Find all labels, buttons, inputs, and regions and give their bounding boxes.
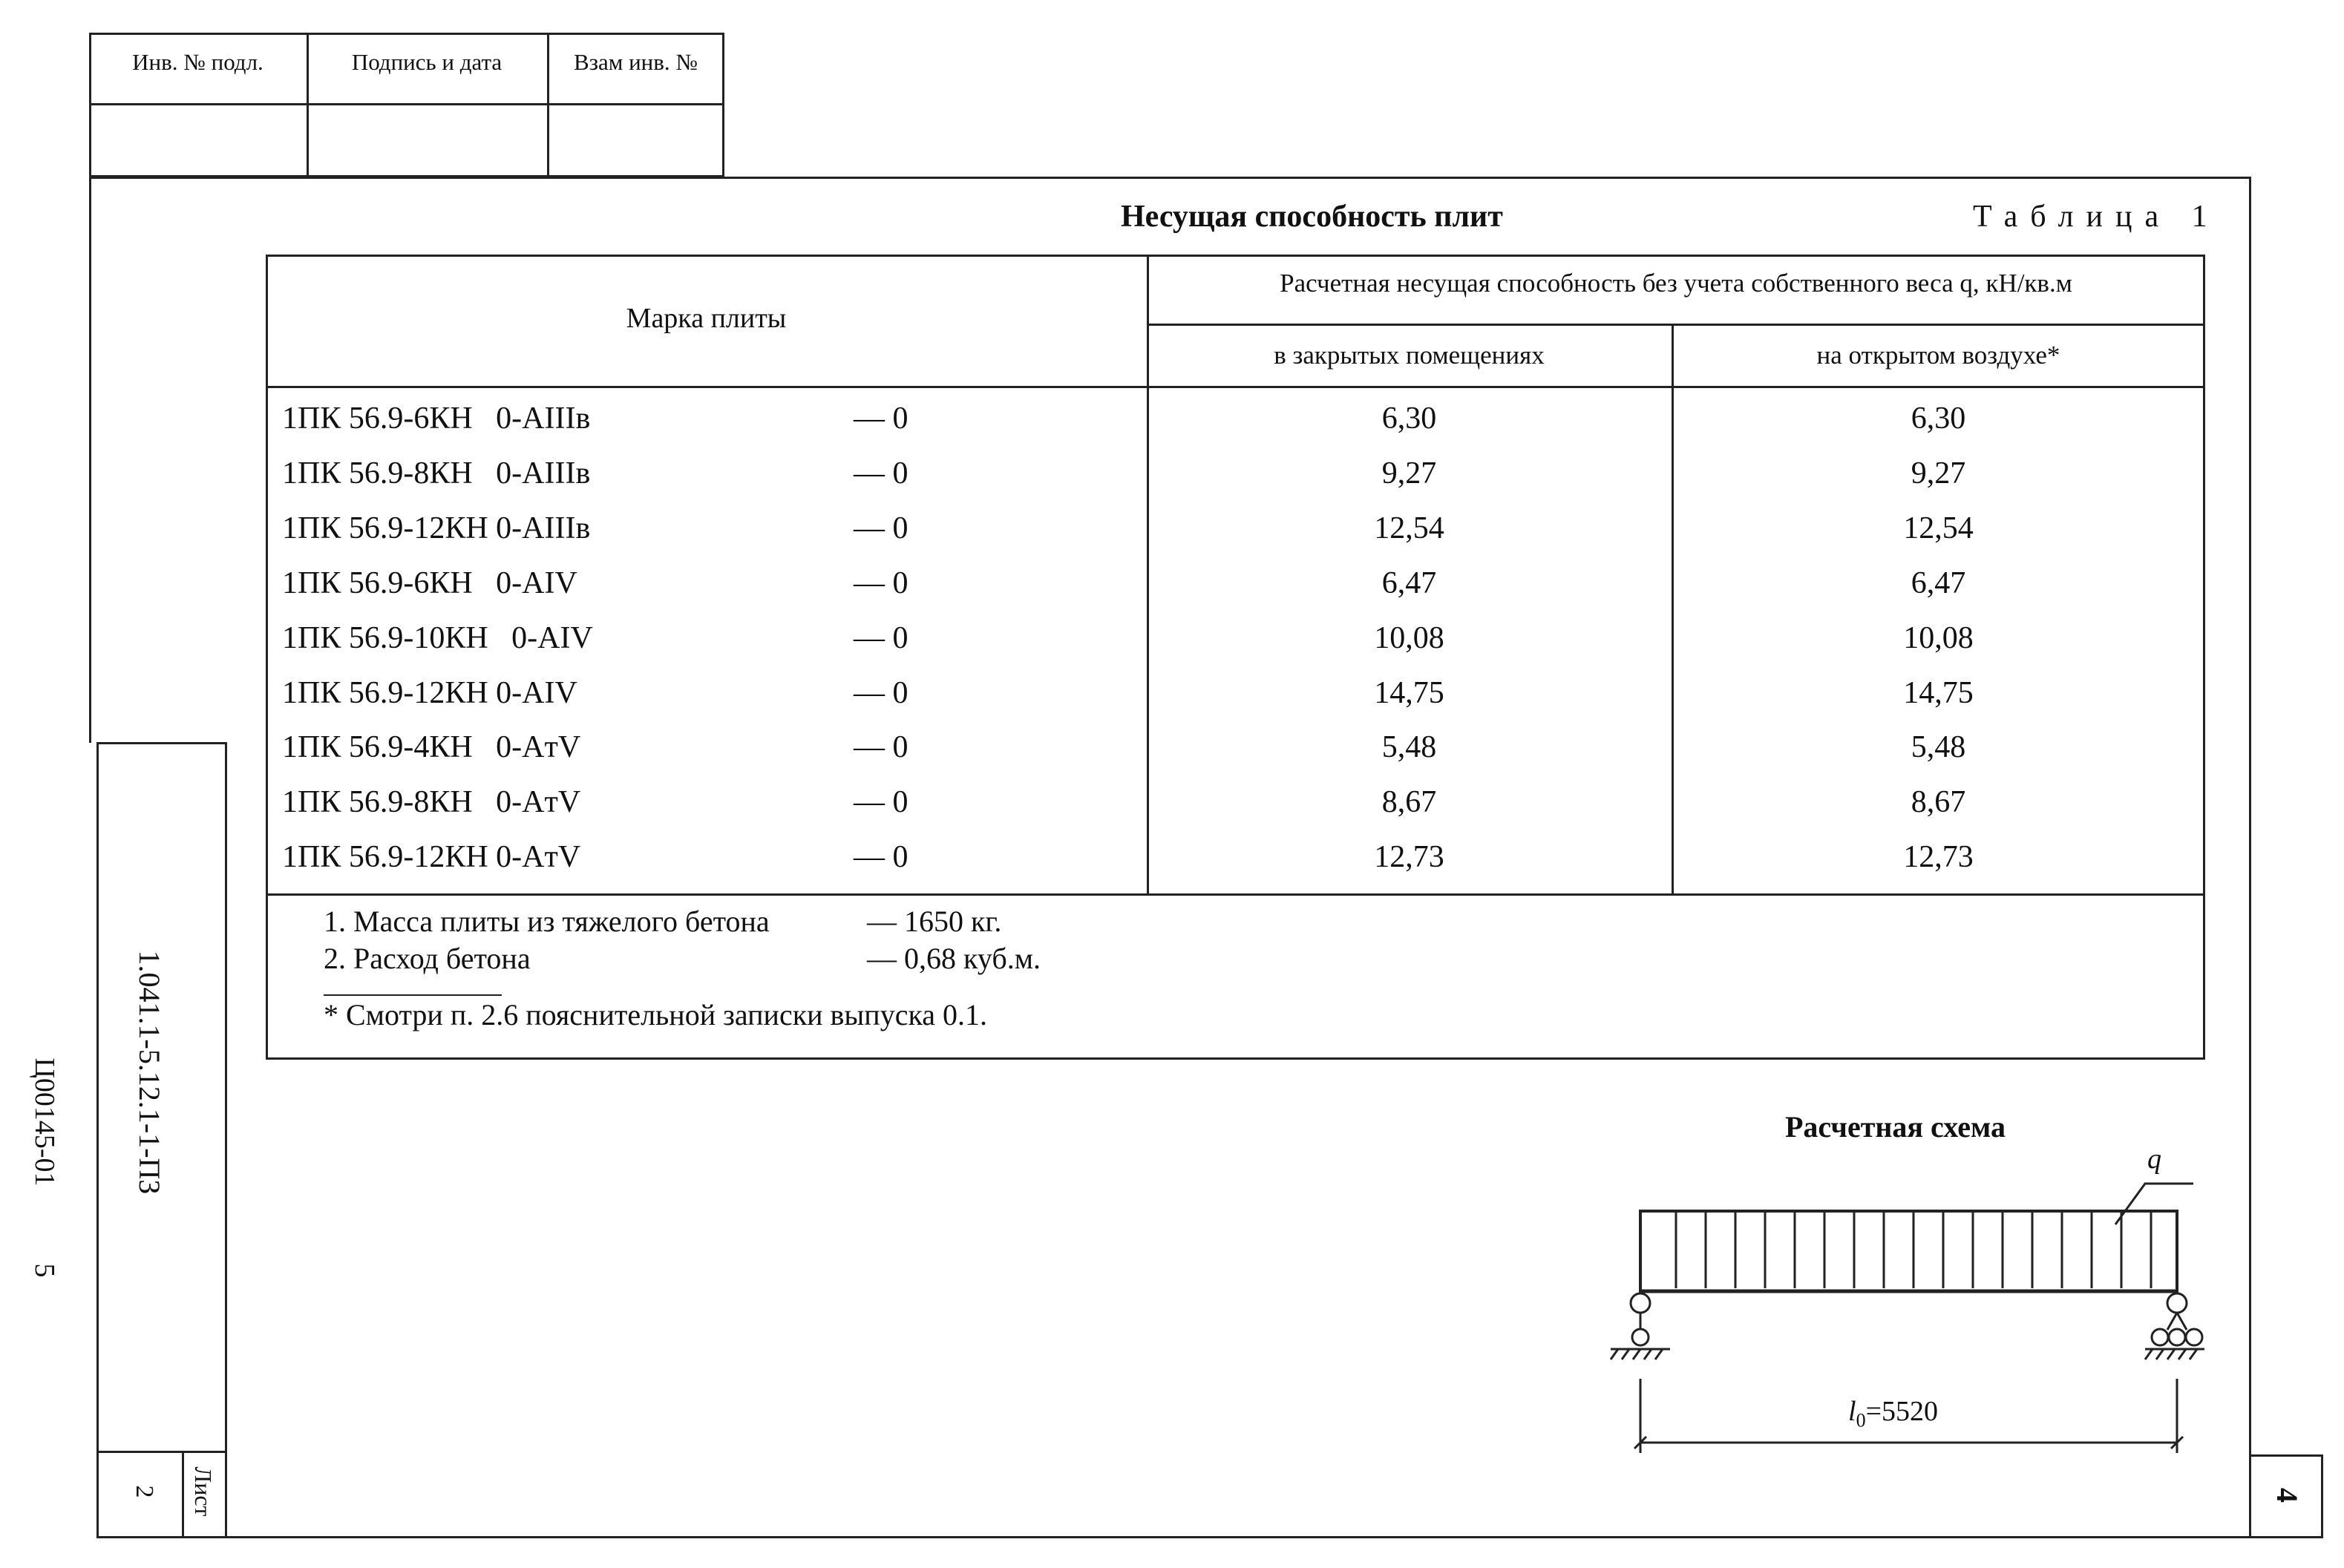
row-suffix: — 0 [854, 840, 909, 874]
q-leader [2115, 1184, 2193, 1224]
row-closed: 6,47 [1381, 566, 1437, 600]
header-capacity [1147, 269, 2205, 298]
page-number: 4 [2271, 1488, 2304, 1503]
row-open: 6,30 [1911, 401, 1966, 436]
row-open: 14,75 [1903, 676, 1974, 710]
note-1-value: — 1650 кг. [867, 905, 1002, 938]
frame-right-line [2249, 177, 2251, 1538]
load-arrows [1676, 1211, 2151, 1288]
row-closed: 8,67 [1381, 785, 1437, 819]
row-open: 12,73 [1903, 840, 1974, 874]
table-title: Несущая способность плит [1121, 200, 1503, 234]
table-header-bottom-line [266, 386, 2205, 388]
footnote-rule [324, 994, 502, 996]
right-support [2145, 1293, 2204, 1359]
row-open: 10,08 [1903, 621, 1974, 655]
row-mark: 1ПК 56.9-12КН 0-AIV [282, 676, 577, 710]
header-open: на открытом воздухе* [1816, 341, 2060, 370]
note-2-value: — 0,68 куб.м. [867, 942, 1041, 975]
header-capacity-text: Расчетная несущая способность без учета собственного веса q, кН/кв.м [1280, 269, 2072, 298]
row-suffix: — 0 [854, 401, 909, 436]
left-support [1611, 1293, 1670, 1359]
frame-bottom-line [96, 1536, 2251, 1538]
row-closed: 5,48 [1381, 730, 1437, 764]
row-mark: 1ПК 56.9-10КН 0-AIV [282, 621, 593, 655]
row-suffix: — 0 [854, 456, 909, 491]
footnote: * Смотри п. 2.6 пояснительной записки выпуска 0.1. [324, 998, 988, 1031]
row-closed: 14,75 [1374, 676, 1444, 710]
row-suffix: — 0 [854, 676, 909, 710]
header-plate-mark: Марка плиты [626, 303, 787, 334]
row-mark: 1ПК 56.9-4КН 0-AтV [282, 730, 581, 764]
side-sheet-col-divider [182, 1451, 184, 1538]
note-1-label: 1. Масса плиты из тяжелого бетона [324, 905, 770, 938]
archive-page: 5 [29, 1263, 60, 1278]
side-sheet-label: Лист [190, 1466, 217, 1517]
row-mark: 1ПК 56.9-8КН 0-AтV [282, 785, 581, 819]
row-suffix: — 0 [854, 511, 909, 545]
side-doc-code: 1.041.1-5.12.1-1-ПЗ [133, 950, 166, 1195]
row-open: 5,48 [1911, 730, 1966, 764]
capacity-table [266, 255, 2205, 1060]
span-label-value: =5520 [1865, 1396, 1938, 1427]
row-suffix: — 0 [854, 785, 909, 819]
side-sheet-number: 2 [131, 1485, 158, 1498]
load-block [1640, 1211, 2177, 1291]
stamp-sign-label: Подпись и дата [351, 49, 502, 75]
table-subheader-line [1147, 324, 2205, 326]
side-sheet-divider [96, 1451, 227, 1453]
span-label-l: l [1848, 1396, 1856, 1427]
row-suffix: — 0 [854, 730, 909, 764]
row-closed: 10,08 [1374, 621, 1444, 655]
row-suffix: — 0 [854, 566, 909, 600]
row-closed: 12,73 [1374, 840, 1444, 874]
stamp-inv-label: Инв. № подл. [132, 49, 263, 75]
row-mark: 1ПК 56.9-6КН 0-AIIIв [282, 401, 591, 436]
stamp-replace-label: Взам инв. № [574, 49, 698, 75]
row-closed: 12,54 [1374, 511, 1444, 545]
stamp-divider [89, 103, 724, 105]
header-closed: в закрытых помещениях [1274, 341, 1545, 370]
load-label-q: q [2147, 1144, 2161, 1175]
frame-left-line [89, 177, 91, 743]
scheme-title: Расчетная схема [1785, 1110, 2006, 1144]
row-open: 9,27 [1911, 456, 1966, 491]
row-closed: 6,30 [1381, 401, 1437, 436]
span-label-sub: 0 [1856, 1409, 1866, 1431]
row-mark: 1ПК 56.9-12КН 0-AIIIв [282, 511, 591, 545]
frame-top-line [89, 177, 2250, 179]
row-mark: 1ПК 56.9-8КН 0-AIIIв [282, 456, 591, 491]
row-open: 8,67 [1911, 785, 1966, 819]
row-mark: 1ПК 56.9-12КН 0-AтV [282, 840, 581, 874]
row-closed: 9,27 [1381, 456, 1437, 491]
row-mark: 1ПК 56.9-6КН 0-AIV [282, 566, 577, 600]
archive-code: Ц00145-01 [29, 1057, 60, 1187]
span-label [1848, 1395, 1938, 1432]
table-label: Таблица 1 [1973, 200, 2220, 234]
row-open: 6,47 [1911, 566, 1966, 600]
table-notes-line [266, 893, 2205, 896]
note-2-label: 2. Расход бетона [324, 942, 531, 975]
row-suffix: — 0 [854, 621, 909, 655]
row-open: 12,54 [1903, 511, 1974, 545]
